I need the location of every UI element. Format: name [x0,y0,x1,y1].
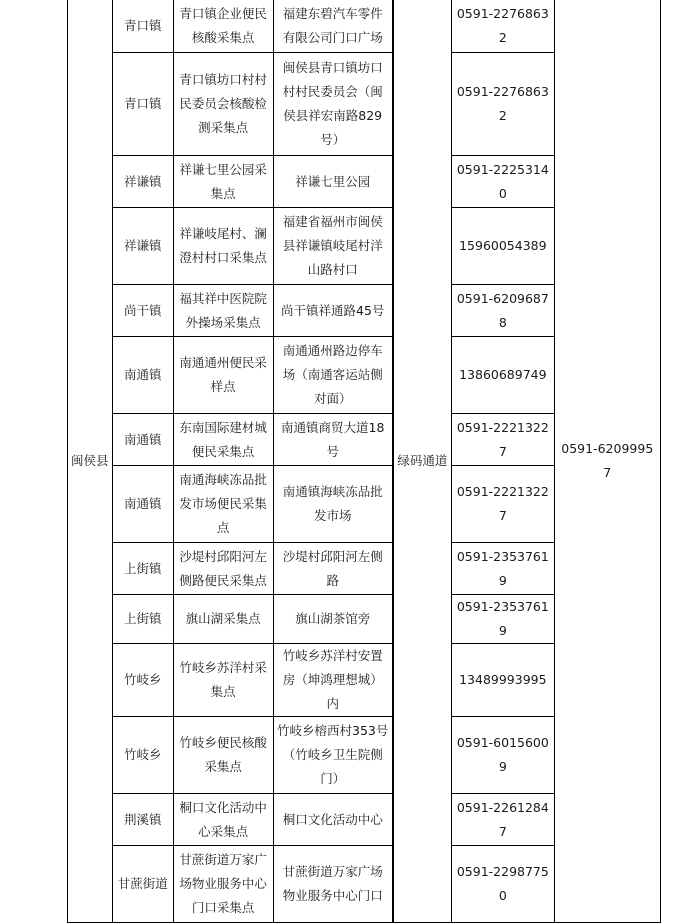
address-cell: 南通镇海峡冻品批发市场 [273,466,393,543]
town-cell: 祥谦镇 [112,208,173,285]
site-cell: 祥谦七里公园采集点 [173,156,273,208]
town-cell: 尚干镇 [112,285,173,337]
address-cell: 竹岐乡苏洋村安置房（坤鸿理想城）内 [273,644,393,717]
address-cell: 沙堤村邱阳河左侧路 [273,543,393,595]
town-cell: 竹岐乡 [112,644,173,717]
phone-cell: 0591-22987750 [452,846,555,923]
site-cell: 青口镇企业便民核酸采集点 [173,0,273,53]
address-cell: 甘蔗街道万家广场物业服务中心门口 [273,846,393,923]
district-cell: 闽侯县 [67,0,112,923]
hotline-cell: 0591-62099957 [554,0,660,923]
phone-cell: 0591-22253140 [452,156,555,208]
phone-cell: 13489993995 [452,644,555,717]
address-cell: 旗山湖茶馆旁 [273,595,393,644]
phone-cell: 0591-22213227 [452,466,555,543]
site-cell: 竹岐乡便民核酸采集点 [173,717,273,794]
site-cell: 东南国际建材城便民采集点 [173,414,273,466]
town-cell: 竹岐乡 [112,717,173,794]
town-cell: 南通镇 [112,466,173,543]
phone-cell: 0591-62096878 [452,285,555,337]
town-cell: 祥谦镇 [112,156,173,208]
town-cell: 上街镇 [112,595,173,644]
address-cell: 尚干镇祥通路45号 [273,285,393,337]
address-cell: 福建东碧汽车零件有限公司门口广场 [273,0,393,53]
phone-cell: 0591-22612847 [452,794,555,846]
address-cell: 闽侯县青口镇坊口村村民委员会（闽侯县祥宏南路829号） [273,53,393,156]
town-cell: 南通镇 [112,337,173,414]
site-cell: 桐口文化活动中心采集点 [173,794,273,846]
site-cell: 旗山湖采集点 [173,595,273,644]
address-cell: 桐口文化活动中心 [273,794,393,846]
town-cell: 南通镇 [112,414,173,466]
phone-cell: 0591-23537619 [452,595,555,644]
phone-cell: 0591-22768632 [452,0,555,53]
site-cell: 祥谦岐尾村、澜澄村村口采集点 [173,208,273,285]
address-cell: 祥谦七里公园 [273,156,393,208]
address-cell: 南通通州路边停车场（南通客运站侧对面） [273,337,393,414]
address-cell: 南通镇商贸大道18号 [273,414,393,466]
phone-cell: 15960054389 [452,208,555,285]
site-cell: 甘蔗街道万家广场物业服务中心门口采集点 [173,846,273,923]
table-row [0,0,680,53]
channel-cell: 绿码通道 [393,0,452,923]
site-cell: 竹岐乡苏洋村采集点 [173,644,273,717]
phone-cell: 13860689749 [452,337,555,414]
address-cell: 竹岐乡榕西村353号（竹岐乡卫生院侧门） [273,717,393,794]
town-cell: 青口镇 [112,0,173,53]
town-cell: 青口镇 [112,53,173,156]
phone-cell: 0591-22213227 [452,414,555,466]
town-cell: 上街镇 [112,543,173,595]
phone-cell: 0591-60156009 [452,717,555,794]
site-cell: 南通海峡冻品批发市场便民采集点 [173,466,273,543]
phone-cell: 0591-23537619 [452,543,555,595]
phone-cell: 0591-22768632 [452,53,555,156]
town-cell: 甘蔗街道 [112,846,173,923]
site-cell: 福其祥中医院院外操场采集点 [173,285,273,337]
site-cell: 南通通州便民采样点 [173,337,273,414]
site-cell: 沙堤村邱阳河左侧路便民采集点 [173,543,273,595]
address-cell: 福建省福州市闽侯县祥谦镇岐尾村洋山路村口 [273,208,393,285]
site-cell: 青口镇坊口村村民委员会核酸检测采集点 [173,53,273,156]
town-cell: 荆溪镇 [112,794,173,846]
